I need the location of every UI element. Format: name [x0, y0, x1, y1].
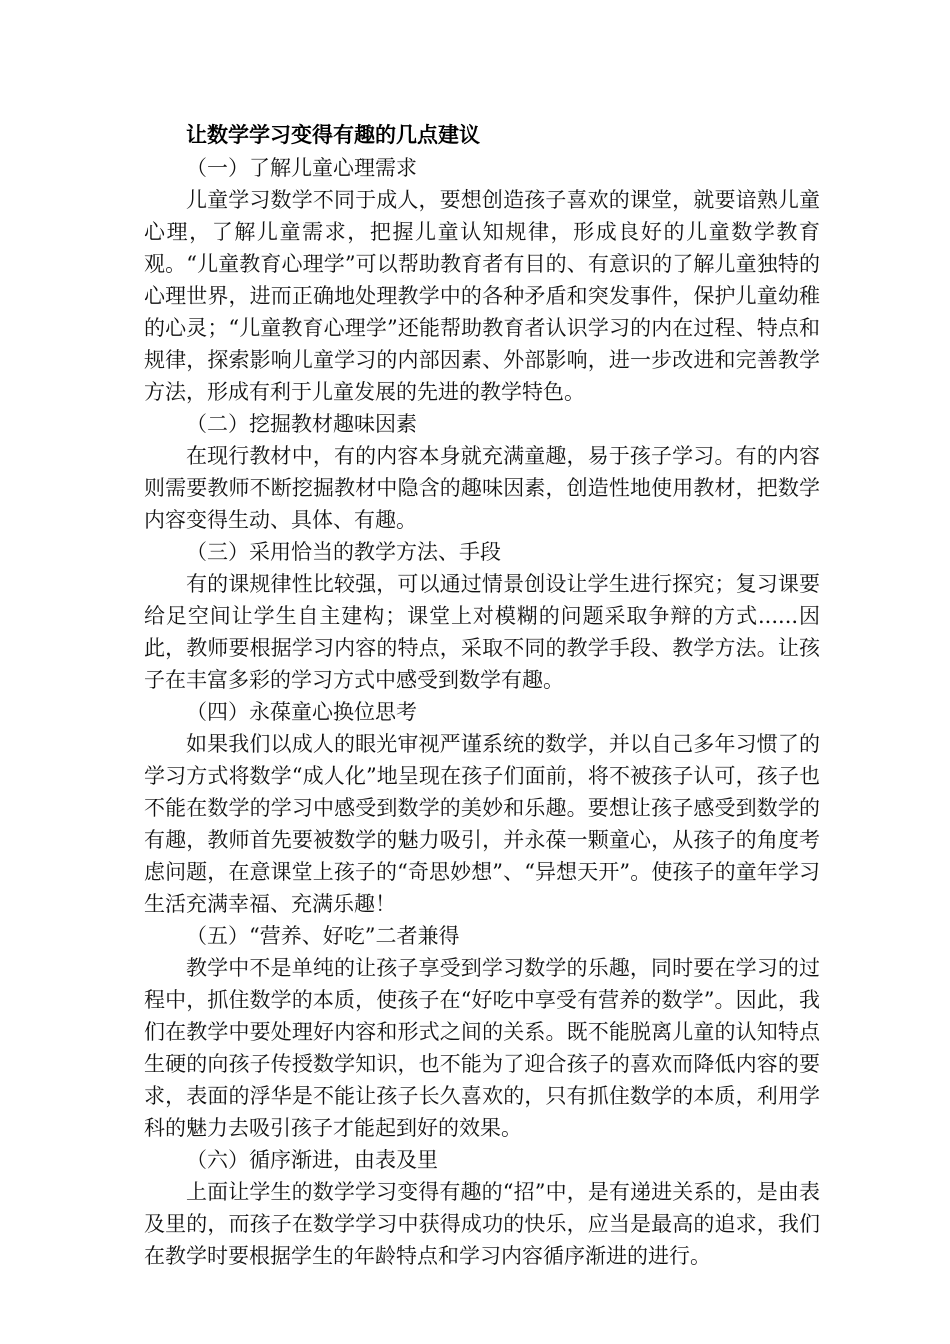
section-paragraph: 在现行教材中，有的内容本身就充满童趣，易于孩子学习。有的内容则需要教师不断挖掘教材中隐含的趣味因素，创造性地使用教材，把数学内容变得生动、具体、有趣。: [144, 444, 820, 532]
section-1: [144, 152, 820, 408]
section-heading: （一）了解儿童心理需求: [186, 156, 417, 180]
section-3: [144, 536, 820, 696]
section-paragraph: 儿童学习数学不同于成人，要想创造孩子喜欢的课堂，就要谙熟儿童心理，了解儿童需求，把握儿童认知规律，形成良好的儿童数学教育观。“儿童教育心理学”可以帮助教育者有目的、有意识的了解儿童独特的心理世界，进而正确地处理教学中的各种矛盾和突发事件，保护儿童幼稚的心灵；“儿童教育心理学”还能帮助教育者认识学习的内在过程、特点和规律，探索影响儿童学习的内部因素、外部影响，进一步改进和完善教学方法，形成有利于儿童发展的先进的教学特色。: [144, 188, 820, 404]
section-heading: （五）“营养、好吃”二者兼得: [186, 924, 460, 948]
section-heading: （四）永葆童心换位思考: [186, 700, 417, 724]
section-paragraph: 如果我们以成人的眼光审视严谨系统的数学，并以自己多年习惯了的学习方式将数学“成人化”地呈现在孩子们面前，将不被孩子认可，孩子也不能在数学的学习中感受到数学的美妙和乐趣。要想让孩子感受到数学的有趣，教师首先要被数学的魅力吸引，并永葆一颗童心，从孩子的角度考虑问题，在意课堂上孩子的“奇思妙想”、“异想天开”。使孩子的童年学习生活充满幸福、充满乐趣！: [144, 732, 820, 916]
section-2: [144, 408, 820, 536]
section-paragraph: 有的课规律性比较强，可以通过情景创设让学生进行探究；复习课要给足空间让学生自主建构；课堂上对模糊的问题采取争辩的方式......因此，教师要根据学习内容的特点，采取不同的教学手段、教学方法。让孩子在丰富多彩的学习方式中感受到数学有趣。: [144, 572, 820, 692]
section-4: [144, 696, 820, 920]
document-page: [144, 118, 820, 1272]
section-6: [144, 1144, 820, 1272]
section-5: [144, 920, 820, 1144]
section-paragraph: 教学中不是单纯的让孩子享受到学习数学的乐趣，同时要在学习的过程中，抓住数学的本质，使孩子在“好吃中享受有营养的数学”。因此，我们在教学中要处理好内容和形式之间的关系。既不能脱离儿童的认知特点生硬的向孩子传授数学知识，也不能为了迎合孩子的喜欢而降低内容的要求，表面的浮华是不能让孩子长久喜欢的，只有抓住数学的本质，利用学科的魅力去吸引孩子才能起到好的效果。: [144, 956, 820, 1140]
section-heading: （二）挖掘教材趣味因素: [186, 412, 417, 436]
section-paragraph: 上面让学生的数学学习变得有趣的“招”中，是有递进关系的，是由表及里的，而孩子在数学学习中获得成功的快乐，应当是最高的追求，我们在教学时要根据学生的年龄特点和学习内容循序渐进的进行。: [144, 1180, 820, 1268]
document-title: 让数学学习变得有趣的几点建议: [186, 122, 480, 147]
section-heading: （三）采用恰当的教学方法、手段: [186, 540, 501, 564]
section-heading: （六）循序渐进，由表及里: [186, 1148, 438, 1172]
